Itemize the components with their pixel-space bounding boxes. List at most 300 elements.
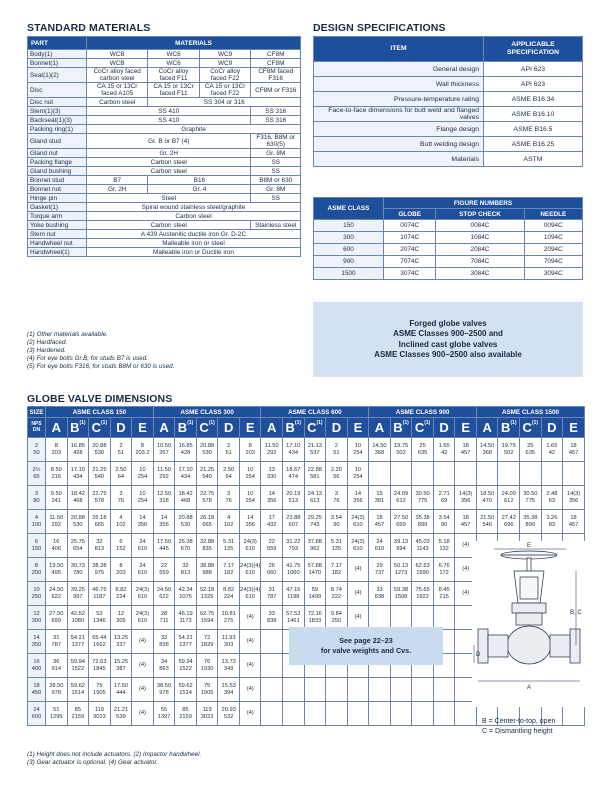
dimension-row [28,486,585,510]
dimension-col-header [390,418,412,438]
dimension-cell: 42.52 1080 [67,606,89,630]
col-letter: D [439,420,449,435]
dimension-cell: 9.50 241 [46,486,68,510]
dimension-cell: 59.62 1514 [175,678,197,702]
material-cell: Carbon steel [87,98,148,107]
nps-cell: 6 150 [28,534,46,558]
part-cell: Seat(1)(2) [28,68,87,83]
materials-row [28,59,301,68]
material-cell: Carbon steel [87,221,251,230]
dimension-col-header [498,418,520,438]
material-cell: Gr. 8M [251,185,301,194]
dimension-cell: 18 457 [369,510,391,534]
material-cell: B16 [148,176,251,185]
stop-check-fig-cell: 1084C [436,232,524,244]
part-cell: Yoke bushing [28,221,87,230]
dimension-cell [541,462,563,486]
dimension-cell: 46.75 1187 [89,582,111,606]
dimension-cell: 31 787 [46,630,68,654]
dimension-cell: 36 914 [46,654,68,678]
dimension-cell: 16 406 [46,534,68,558]
dimension-cell: 12 305 [110,606,132,630]
materials-row [28,116,301,125]
dimension-col-header [433,418,455,438]
dimension-cell: (4) [239,630,261,654]
dimension-cell: 47.16 1198 [283,582,305,606]
dimension-cell: 54.21 1377 [175,630,197,654]
dimension-cell: 25 635 [520,438,542,462]
needle-fig-cell: 7094C [524,256,582,268]
col-sup: (1) [101,420,108,426]
figure-row [314,220,583,232]
needle-fig-cell: 1094C [524,232,582,244]
dimension-cell: 12.50 318 [153,486,175,510]
dimension-cell: 14.50 368 [369,438,391,462]
dimension-cell: 18.42 468 [175,486,197,510]
dimension-cell: 38.50 978 [153,678,175,702]
materials-row [28,125,301,134]
dimension-cell: 18 457 [563,510,585,534]
part-cell: Handwheel(1) [28,248,87,257]
spec-value: ASME B16.5 [484,122,583,137]
dimension-cell: 14(3) 356 [455,486,477,510]
dimensions-title: GLOBE VALVE DIMENSIONS [27,393,173,405]
class-cell: 1500 [314,268,384,280]
material-cell: Gr. 4 [148,185,251,194]
nps-cell: 12 300 [28,606,46,630]
dimension-col-header [67,418,89,438]
dimension-cell: 11.50 292 [261,438,283,462]
dimension-cell: 24(3)(4) 610 [239,582,261,606]
dimension-cell: 75 1905 [196,678,218,702]
dimension-cell: 10.81 275 [218,606,240,630]
dimension-cell: 53 1346 [89,606,111,630]
dimension-col-header [132,418,154,438]
part-cell: Disc [28,83,87,98]
col-sup: (1) [316,420,323,426]
material-cell: SS [251,167,301,176]
dimension-cell: 20.19 513 [283,486,305,510]
material-cell: Carbon steel [87,167,251,176]
spec-value: API 623 [484,77,583,92]
materials-row [28,176,301,185]
dimension-cell: 27.42 696 [498,510,520,534]
material-cell: Carbon steel [87,158,251,167]
dimension-cell: 21.25 540 [196,462,218,486]
nps-cell: 8 200 [28,558,46,582]
dimension-cell: 24 610 [132,534,154,558]
dimension-cell: 3.54 90 [433,510,455,534]
nps-cell: 2½ 65 [28,462,46,486]
design-specs-title: DESIGN SPECIFICATIONS [313,22,446,34]
design-spec-row [314,137,583,152]
dimension-cell: 14.50 368 [476,438,498,462]
dimension-cell [412,462,434,486]
dimension-cell [261,630,283,654]
dimension-cell: 21.21 539 [110,702,132,726]
dimension-cell: (4) [132,702,154,726]
dimension-cell [433,462,455,486]
dimension-cell [390,606,412,630]
dimension-cell: 24(3) 610 [239,534,261,558]
part-cell: Disc nut [28,98,87,107]
dimension-cell: 38.50 978 [46,678,68,702]
dimension-cell: 21.50 546 [476,510,498,534]
part-cell: Backseat(1)(3) [28,116,87,125]
dimension-cell: 2.71 69 [433,486,455,510]
col-letter: B [393,420,403,435]
figure-row [314,256,583,268]
dimension-row [28,510,585,534]
stop-check-fig-cell: 0084C [436,220,524,232]
class-cell: 600 [314,244,384,256]
dimension-cell: (4) [239,702,261,726]
dimension-cell: 2.50 64 [218,462,240,486]
dimension-col-header [369,418,391,438]
materials-row [28,221,301,230]
material-cell: SS 410 [87,116,251,125]
dimension-cell: 14 356 [153,510,175,534]
dimension-cell: 10 254 [347,438,369,462]
dimension-col-header [520,418,542,438]
col-sup: (1) [424,420,431,426]
dimension-col-header [89,418,111,438]
materials-row [28,107,301,116]
dimension-cell: 59.62 1514 [67,678,89,702]
dimension-cell: 24.50 622 [46,582,68,606]
col-letter: C [91,420,101,435]
dimension-cell: 18.50 470 [476,486,498,510]
footnote: (5) For eye bolts F316, for studs B8M or 630 is used. [27,363,175,370]
part-cell: Gland stud [28,134,87,149]
dimension-cell: 62.75 1594 [196,606,218,630]
dimension-cell: 24(3) 610 [132,582,154,606]
material-cell: CoCr alloy faced F11 [148,68,199,83]
dimension-cell: 5.31 135 [326,534,348,558]
material-cell: CF8M [251,59,301,68]
dimension-cell: 30.73 780 [67,558,89,582]
col-sup: (1) [294,420,302,426]
class-cell: 150 [314,220,384,232]
footnote: (3) Hardened. [27,347,66,354]
dimension-cell [261,678,283,702]
dimension-cell: 2 51 [218,438,240,462]
globe-fig-cell: 1074C [384,232,436,244]
dimension-cell: 59.94 1522 [67,654,89,678]
material-cell: Carbon steel [87,212,301,221]
spec-value: ASTM [484,152,583,167]
dimension-cell: 35.38 899 [520,510,542,534]
dimension-cell: 30.50 775 [412,486,434,510]
dimension-cell: 62.63 1590 [412,558,434,582]
dimension-cell: 10.50 267 [153,438,175,462]
note-line: See page 22–23 [339,636,393,645]
dimension-cell: 24.09 612 [390,486,412,510]
dimension-cell: 26 660 [261,558,283,582]
col-sup: (1) [510,420,517,426]
dimension-cell: 33 838 [153,630,175,654]
dimension-cell: 24.13 613 [304,486,326,510]
dimension-cell: 22 559 [153,558,175,582]
dimension-cell: 57.53 1461 [283,606,305,630]
dimension-cell [433,678,455,702]
dimension-cell: 18 457 [455,510,477,534]
dimension-cell: 8 203 [239,438,261,462]
dimension-cell: 14(3) 356 [563,486,585,510]
material-cell: CoCr alloy faced carbon steel [87,68,148,83]
spec-value: ASME B16.10 [484,107,583,122]
part-cell: Stem nut [28,230,87,239]
dimension-cell: 16.85 428 [175,438,197,462]
col-sup: (1) [402,420,409,426]
see-page-note [289,627,443,665]
design-spec-row [314,107,583,122]
asme-class-header: ASME CLASS 900 [369,407,477,418]
dimension-cell: 32 813 [89,534,111,558]
col-letter: E [245,420,255,435]
dimensions-footnotes [27,751,201,767]
legend-c: C = Dismantling height [482,728,553,735]
dimension-col-header [46,418,68,438]
col-letter: A [374,420,385,435]
col-letter: C [307,420,317,435]
dimension-cell: 24(3) 610 [347,510,369,534]
material-cell: CA 15 or 13Cr faced F22 [199,83,251,98]
dimension-cell: 18.42 468 [67,486,89,510]
dimension-col-header [110,418,132,438]
part-cell: Stem(1)(3) [28,107,87,116]
dimension-col-header [541,418,563,438]
material-cell: WC6 [148,59,199,68]
dimension-cell [563,462,585,486]
dimension-cell [412,678,434,702]
asme-class-header: ASME CLASS 150 [46,407,154,418]
figure-row [314,232,583,244]
dimension-cell: 59.38 1508 [390,582,412,606]
asme-class-header: ASME CLASS 600 [261,407,369,418]
part-cell: Bonnet stud [28,176,87,185]
dimension-cell [347,702,369,726]
dimension-col-header [196,418,218,438]
class-cell: 300 [314,232,384,244]
col-sup: (1) [79,420,86,426]
dimension-cell: 4 102 [218,510,240,534]
needle-fig-cell: 3094C [524,268,582,280]
material-cell: Steel [87,194,251,203]
col-letter: B [501,420,511,435]
dimension-cell: 3 76 [326,486,348,510]
dimension-cell [369,702,391,726]
dimension-cell [369,678,391,702]
materials-row [28,167,301,176]
globe-header: GLOBE [384,209,436,220]
dimension-cell: 42.34 1075 [175,582,197,606]
dimension-cell [261,654,283,678]
dimension-cell: 38.38 975 [89,558,111,582]
dimension-cell [390,702,412,726]
material-cell: WC6 [148,50,199,59]
globe-fig-cell: 7074C [384,256,436,268]
info-line: ASME Classes 900–2500 also available [374,350,522,359]
dimension-cell: 20.88 530 [67,510,89,534]
material-cell: SS [251,194,301,203]
dimension-cell: 17 432 [261,510,283,534]
col-sup: (1) [208,420,215,426]
figure-row [314,268,583,280]
spec-item: General design [314,62,484,77]
stop-check-fig-cell: 2084C [436,244,524,256]
spec-value: ASME B16.25 [484,137,583,152]
col-letter: C [199,420,209,435]
part-cell: Bonnet(1) [28,59,87,68]
dimension-cell: (4) [239,654,261,678]
dimension-cell: (4) [347,606,369,630]
materials-body [28,50,301,257]
dimension-cell: 24(3) 610 [347,534,369,558]
dimension-cell: 11.50 292 [46,510,68,534]
dimension-cell: 59 1499 [304,582,326,606]
dimension-cell: (4) [455,534,477,558]
part-cell: Gland bushing [28,167,87,176]
nps-cell: 2 50 [28,438,46,462]
dimension-cell: 22 559 [261,534,283,558]
dimension-cell: 2.50 64 [110,462,132,486]
dimension-cell: 24(3) 610 [132,606,154,630]
dimension-cell: 51 1295 [46,702,68,726]
figure-numbers-header: FIGURE NUMBERS [384,198,583,209]
dim-label-e: E [527,543,532,549]
dimension-cell [261,702,283,726]
legend-b: B = Center-to-top, open [482,718,556,725]
dimension-cell [412,606,434,630]
col-letter: B [177,420,188,435]
dimension-cell: 25.75 654 [67,534,89,558]
materials-row [28,203,301,212]
dimension-cell: 26.18 665 [89,510,111,534]
dimension-cell: 24(3)(4) 610 [239,558,261,582]
stop-check-fig-cell: 7084C [436,256,524,268]
dimension-cell: 8.82 224 [218,582,240,606]
dimension-cell: 20.88 530 [175,510,197,534]
dimension-cell: 16.85 428 [67,438,89,462]
class-cell: 900 [314,256,384,268]
dimension-cell: 41.75 1060 [283,558,305,582]
spec-header: APPLICABLE SPECIFICATION [484,37,583,62]
globe-valve-drawing [472,541,585,707]
dimension-col-header [239,418,261,438]
design-spec-row [314,77,583,92]
dimension-cell: 32 813 [175,558,197,582]
needle-fig-cell: 2094C [524,244,582,256]
dimension-cell: 19.50 495 [46,558,68,582]
materials-row [28,194,301,203]
design-spec-row [314,152,583,167]
dimension-cell: 46.19 1173 [175,606,197,630]
materials-title: STANDARD MATERIALS [27,22,151,34]
material-cell: Gr. B or B7 (4) [87,134,251,149]
dimension-cell: 37.88 962 [304,534,326,558]
needle-fig-cell: 0094C [524,220,582,232]
dimension-cell: 38.88 988 [196,558,218,582]
dimension-cell: 6 152 [110,534,132,558]
dimension-cell: 54.21 1377 [67,630,89,654]
dimension-cell: (4) [132,678,154,702]
material-cell: WC9 [199,50,251,59]
material-cell: WCB [87,50,148,59]
materials-row [28,248,301,257]
dimension-cell: 7.17 182 [326,558,348,582]
figure-numbers-table [313,197,583,280]
col-letter: E [569,420,578,435]
spec-item: Pressure-temperature rating [314,92,484,107]
info-line: ASME Classes 900–2500 and [393,329,503,338]
dimension-cell: 3.26 83 [541,510,563,534]
dimension-cell: 59.94 1522 [175,654,197,678]
material-cell: SS 316 [251,116,301,125]
dimension-cell: 10 254 [132,462,154,486]
dimension-cell: 27.50 699 [390,510,412,534]
dimension-cell: 15 381 [369,486,391,510]
material-cell: Stainless steel [251,221,301,230]
col-letter: E [138,420,147,435]
dimension-cell: 21.13 537 [304,438,326,462]
dimension-cell [433,702,455,726]
part-cell: Hinge pin [28,194,87,203]
nps-cell: 16 400 [28,654,46,678]
material-cell: B8M or 630 [251,176,301,185]
dimension-cell: 19.75 502 [498,438,520,462]
materials-row [28,50,301,59]
dimension-cell: 10 254 [132,486,154,510]
dimension-col-header [563,418,585,438]
dimension-col-header [261,418,283,438]
dimension-cell: 18 457 [563,438,585,462]
dimension-cell [283,678,305,702]
dimension-cell: 33 838 [369,582,391,606]
dimension-cell: 39.25 997 [67,582,89,606]
dimension-cell: 27.50 699 [46,606,68,630]
materials-row [28,239,301,248]
dimension-row [28,438,585,462]
material-cell: Gr. 2H [87,185,148,194]
nps-cell: 4 100 [28,510,46,534]
material-cell: A 439 Austenitic ductile iron Gr. D-2C [87,230,301,239]
dimension-col-header [347,418,369,438]
dimension-cell [412,702,434,726]
dimension-cell: 85 2159 [67,702,89,726]
dimension-cell: 11.93 303 [218,630,240,654]
stop-check-header: STOP CHECK [436,209,524,220]
dimension-cell: 29 737 [369,558,391,582]
dimension-cell: 21.25 540 [89,462,111,486]
dim-label-d: D [476,652,481,658]
dimension-col-header [175,418,197,438]
dimension-cell: 33 838 [261,606,283,630]
globe-fig-cell: 2074C [384,244,436,256]
valve-illustration [472,541,585,707]
dimension-cell: 8 203 [110,558,132,582]
dimension-cell: 15.53 394 [218,678,240,702]
col-letter: D [116,420,126,435]
materials-row [28,68,301,83]
dimension-row [28,462,585,486]
dimension-cell: 2.20 56 [326,462,348,486]
dimension-cell: (4) [239,678,261,702]
dimension-cell: 24 610 [369,534,391,558]
material-cell: CA 15 or 13Cr faced F11 [148,83,199,98]
part-cell: Packing flange [28,158,87,167]
spec-item: Butt welding design [314,137,484,152]
